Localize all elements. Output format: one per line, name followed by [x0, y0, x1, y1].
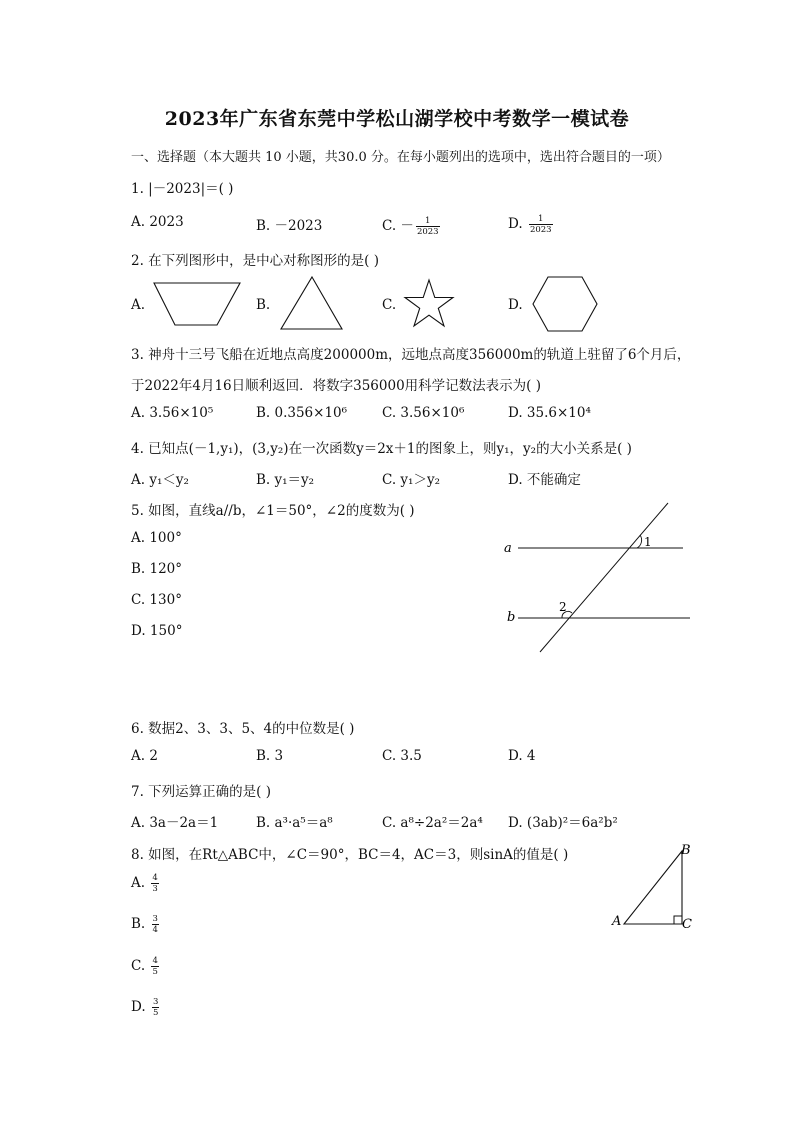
fraction-numerator: 4 [152, 956, 158, 966]
q3-option-c: C. 3.56×10⁶ [382, 405, 465, 421]
q8-option-d [131, 997, 159, 1018]
q1-option-c [382, 214, 440, 237]
q5-option-d: D. 150° [131, 623, 183, 639]
vertex-label-c: C [682, 917, 692, 932]
q8-option-d-fraction [152, 997, 159, 1018]
q4-option-d: D. 不能确定 [508, 472, 581, 488]
q4-option-b: B. y₁＝y₂ [256, 472, 315, 488]
q7-option-d: D. (3ab)²＝6a²b² [508, 815, 618, 831]
fraction-denominator: 5 [152, 1008, 159, 1018]
fraction-denominator: 2023 [529, 225, 552, 235]
triangle-abc [624, 851, 682, 924]
q8-option-c [131, 956, 159, 977]
q2-option-b: B. [256, 297, 271, 313]
label-b: b [507, 610, 516, 625]
label-angle-1: 1 [644, 535, 652, 549]
q7-option-a: A. 3a－2a＝1 [131, 815, 219, 831]
q1-option-c-fraction [416, 216, 440, 237]
transversal-line [540, 503, 668, 652]
q1-option-b: B. －2023 [256, 218, 323, 234]
trapezoid-figure [150, 278, 245, 330]
label-a: a [504, 541, 512, 556]
q6-option-b: B. 3 [256, 748, 284, 764]
q2-option-a: A. [131, 297, 146, 313]
fraction-denominator: 5 [152, 967, 158, 977]
q3-option-d: D. 35.6×10⁴ [508, 405, 591, 421]
q2-option-d: D. [508, 297, 523, 313]
fraction-denominator: 2023 [416, 227, 439, 237]
q6-option-d: D. 4 [508, 748, 536, 764]
hexagon-figure [530, 274, 600, 334]
q7-option-c: C. a⁸÷2a²＝2a⁴ [382, 815, 483, 831]
q6-stem: 6. 数据2、3、3、5、4的中位数是( ) [131, 721, 355, 737]
q4-stem: 4. 已知点(－1,y₁)，(3,y₂)在一次函数y＝2x＋1的图象上，则y₁，y₂的大小关系是( ) [131, 441, 632, 457]
vertex-label-b: B [681, 843, 691, 858]
q2-stem: 2. 在下列图形中，是中心对称图形的是( ) [131, 253, 379, 269]
q8-option-c-fraction [151, 956, 158, 977]
q8-option-d-prefix: D. [131, 999, 146, 1015]
q6-option-a: A. 2 [131, 748, 158, 764]
q7-option-b: B. a³·a⁵＝a⁸ [256, 815, 333, 831]
q5-option-b: B. 120° [131, 561, 183, 577]
q1-option-a: A. 2023 [131, 214, 184, 230]
q3-stem-line2: 于2022年4月16日顺利返回．将数字356000用科学记数法表示为( ) [131, 378, 541, 394]
q4-option-c: C. y₁＞y₂ [382, 472, 441, 488]
q3-stem-line1: 3. 神舟十三号飞船在近地点高度200000m，远地点高度356000m的轨道上驻留了6个月后， [131, 347, 691, 363]
q8-option-a-prefix: A. [131, 875, 146, 891]
triangle-figure [278, 274, 346, 332]
fraction-numerator: 1 [529, 214, 553, 225]
right-triangle-figure [606, 838, 706, 934]
q5-option-c: C. 130° [131, 592, 182, 608]
q3-option-a: A. 3.56×10⁵ [131, 405, 214, 421]
fraction-numerator: 1 [416, 216, 440, 227]
q8-option-b-fraction [152, 914, 159, 935]
q6-option-c: C. 3.5 [382, 748, 422, 764]
page-title: 2023年广东省东莞中学松山湖学校中考数学一模试卷 [164, 108, 630, 130]
q8-option-b-prefix: B. [131, 916, 146, 932]
q5-option-a: A. 100° [131, 530, 182, 546]
q1-option-d [508, 214, 553, 235]
q1-option-d-fraction [529, 214, 553, 235]
q8-option-a-fraction [151, 873, 158, 894]
fraction-numerator: 4 [152, 873, 158, 883]
star-figure [402, 278, 456, 330]
fraction-numerator: 3 [152, 997, 159, 1007]
q4-option-a: A. y₁＜y₂ [131, 472, 189, 488]
section-heading: 一、选择题（本大题共 10 小题，共30.0 分。在每小题列出的选项中，选出符合题目的一项） [131, 150, 670, 165]
q7-stem: 7. 下列运算正确的是( ) [131, 784, 271, 800]
fraction-numerator: 3 [152, 914, 158, 924]
fraction-denominator: 3 [152, 884, 158, 894]
vertex-label-a: A [612, 914, 622, 929]
q5-stem: 5. 如图，直线a//b，∠1＝50°，∠2的度数为( ) [131, 503, 415, 519]
label-angle-2: 2 [559, 600, 567, 614]
q1-option-d-prefix: D. [508, 216, 523, 232]
q2-option-c: C. [382, 297, 397, 313]
q8-option-b [131, 914, 159, 935]
q3-option-b: B. 0.356×10⁶ [256, 405, 348, 421]
right-angle-mark [674, 916, 682, 924]
q8-option-c-prefix: C. [131, 958, 146, 974]
q8-stem: 8. 如图，在Rt△ABC中，∠C＝90°，BC＝4，AC＝3，则sinA的值是( ) [131, 847, 569, 863]
q1-stem: 1. |－2023|＝( ) [131, 181, 234, 197]
q1-option-c-prefix: C. － [382, 218, 414, 234]
parallel-lines-figure [498, 498, 698, 658]
fraction-denominator: 4 [152, 925, 158, 935]
q8-option-a [131, 873, 159, 894]
